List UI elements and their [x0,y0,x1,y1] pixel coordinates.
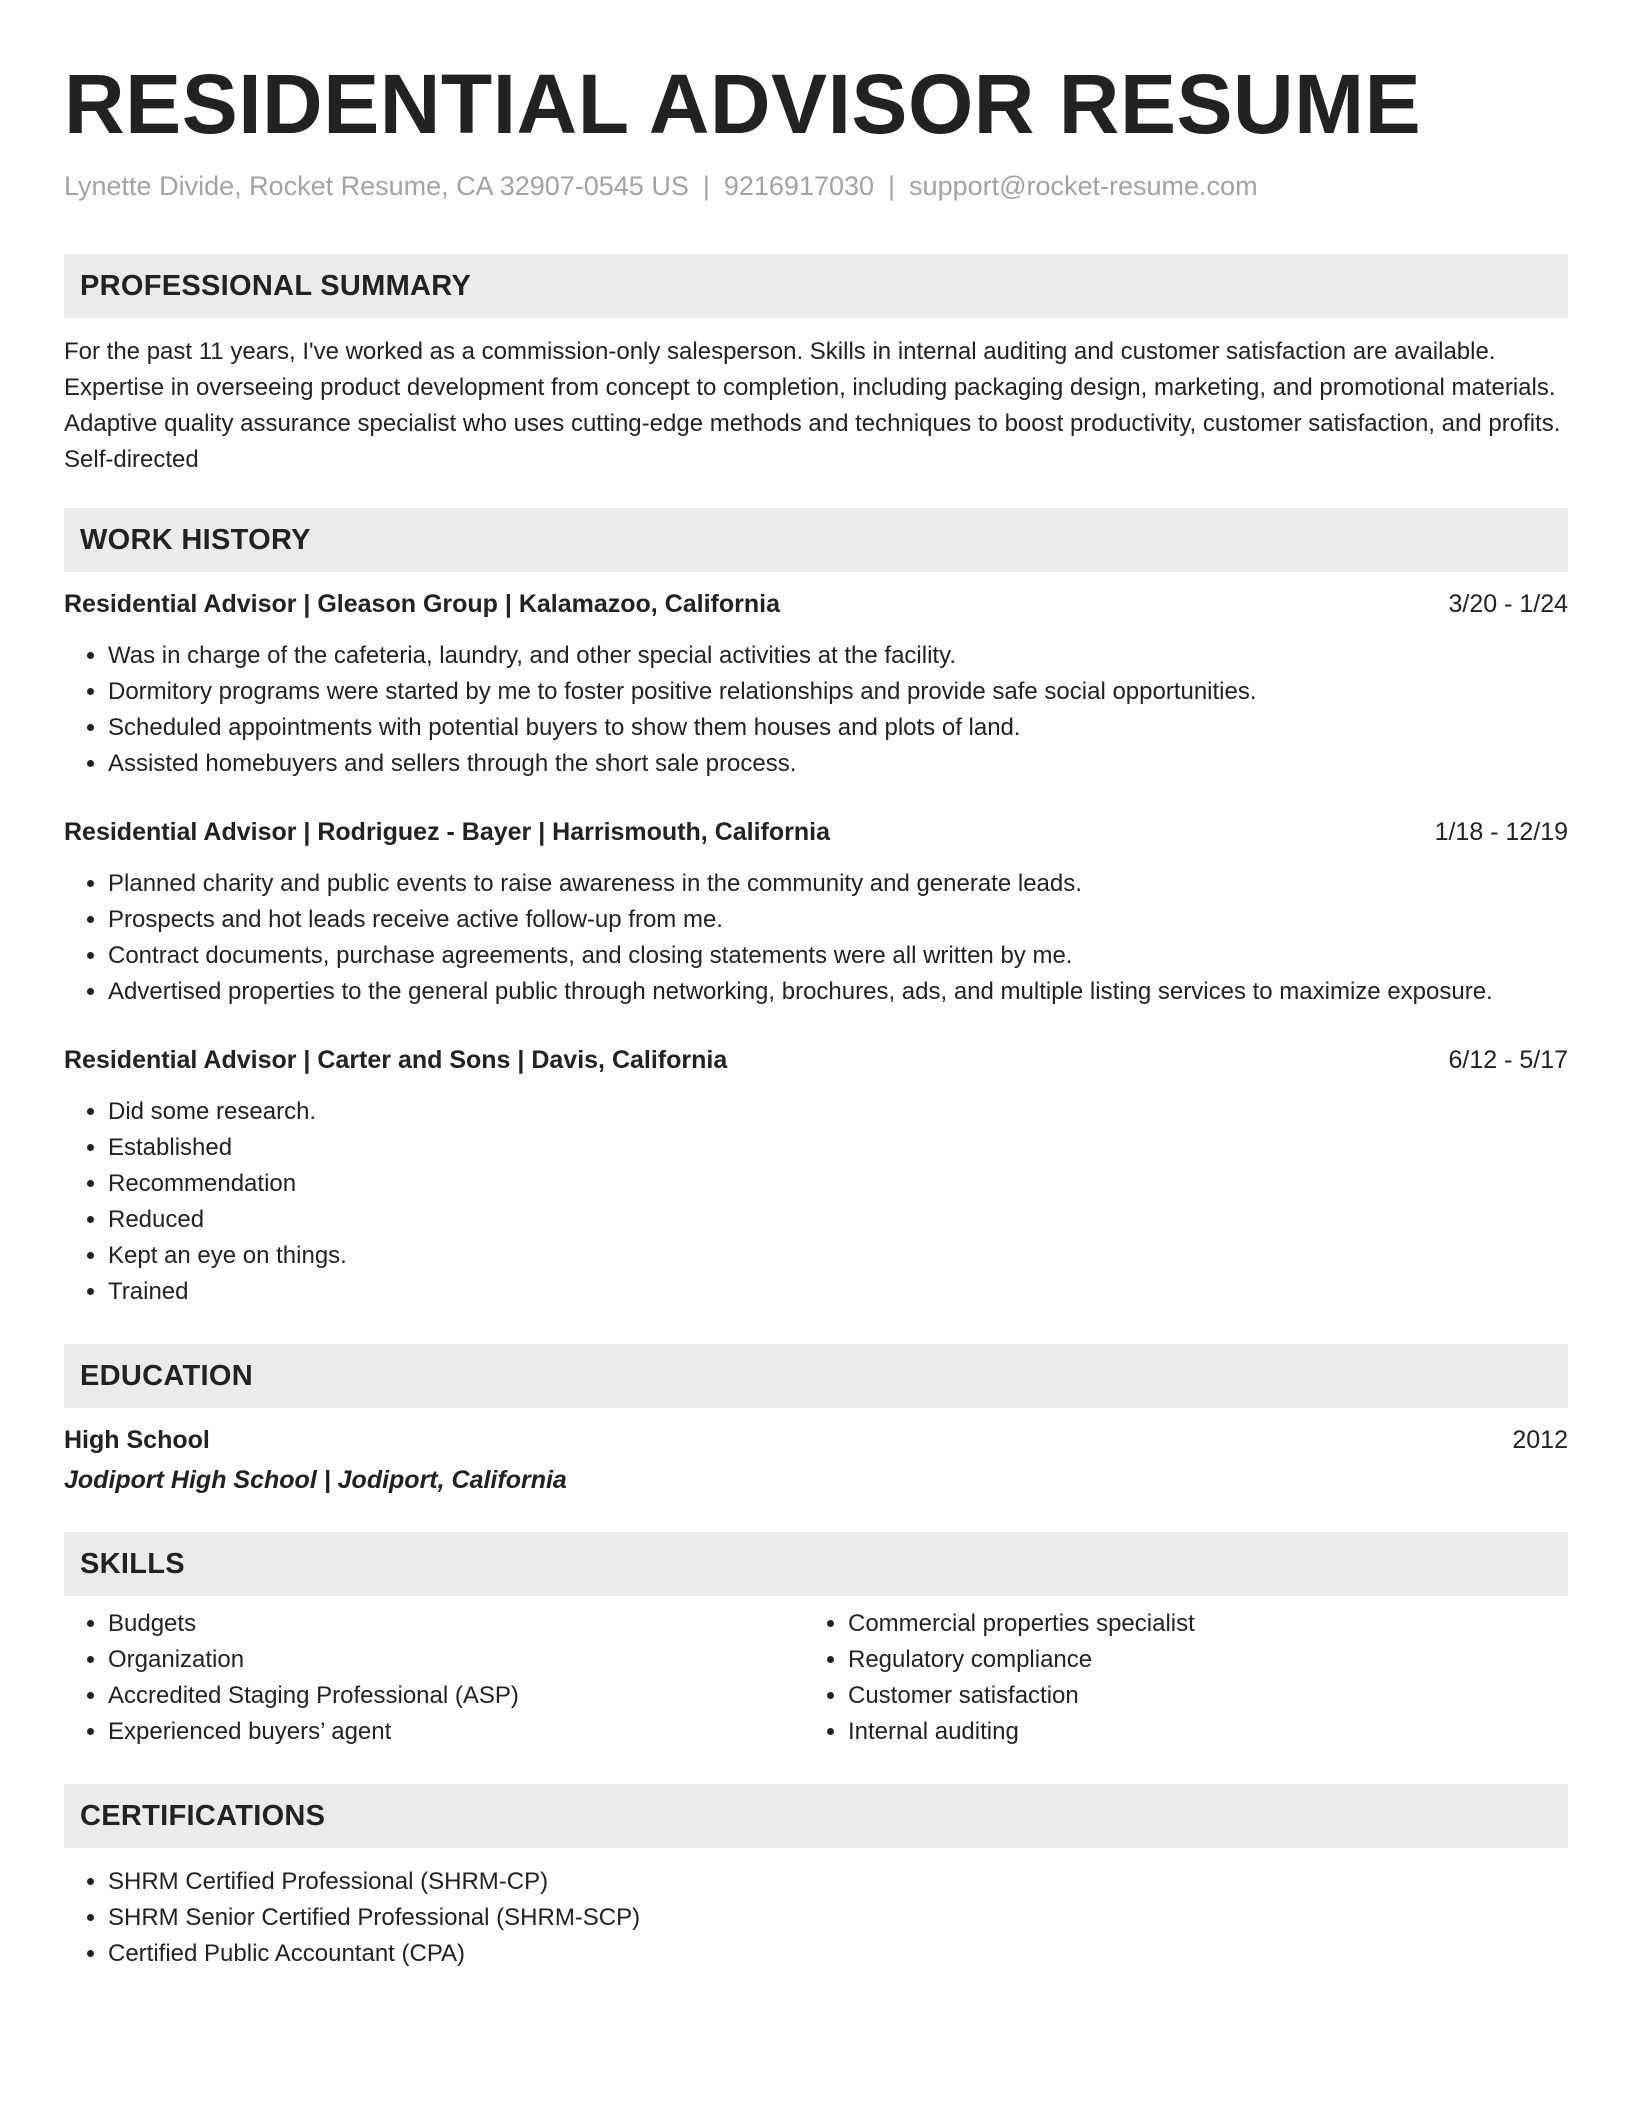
skills-grid [64,1606,1568,1750]
job-dates: 1/18 - 12/19 [1434,818,1568,846]
section-header-summary: PROFESSIONAL SUMMARY [64,254,1568,318]
section-header-education: EDUCATION [64,1344,1568,1408]
job-header [64,1042,1568,1078]
skill-item: • Accredited Staging Professional (ASP) [108,1678,804,1714]
job-bullet: • Prospects and hot leads receive active follow-up from me. [108,902,1568,938]
job-bullet: • Kept an eye on things. [108,1238,1568,1274]
skill-item: • Budgets [108,1606,804,1642]
job-header [64,814,1568,850]
education-header [64,1422,1568,1458]
section-header-work-history: WORK HISTORY [64,508,1568,572]
skills-list [64,1606,804,1750]
job-bullet: • Assisted homebuyers and sellers through the short sale process. [108,746,1568,782]
contact-separator: | [888,171,896,201]
skills-column-right [804,1606,1544,1750]
job-title: Residential Advisor | Gleason Group | Kalamazoo, California [64,590,780,618]
job-title: Residential Advisor | Rodriguez - Bayer | Harrismouth, California [64,818,830,846]
summary-text: For the past 11 years, I've worked as a commission-only salesperson. Skills in internal auditing and customer satisfaction are available. Expertise in overseeing product development from concept to completion, including packaging design, marketing, and promotional materials. Adaptive quality assurance specialist who uses cutting-edge methods and techniques to boost productivity, customer satisfaction, and profits. Self-directed [64,338,1561,473]
skill-item: • Experienced buyers’ agent [108,1714,804,1750]
job-bullet: • Dormitory programs were started by me to foster positive relationships and provide safe social opportunities. [108,674,1568,710]
education-year: 2012 [1512,1426,1568,1454]
skill-item: • Customer satisfaction [848,1678,1544,1714]
skill-item: • Organization [108,1642,804,1678]
job-bullets [64,866,1568,1010]
resume-title: RESIDENTIAL ADVISOR RESUME [64,57,1422,151]
job-bullet: • Scheduled appointments with potential buyers to show them houses and plots of land. [108,710,1568,746]
certification-item: • SHRM Certified Professional (SHRM-CP) [108,1864,1568,1900]
section-header-certifications: CERTIFICATIONS [64,1784,1568,1848]
job-header [64,586,1568,622]
skills-list [804,1606,1544,1750]
contact-line [64,168,1568,204]
job-bullet: • Contract documents, purchase agreements, and closing statements were all written by me. [108,938,1568,974]
job-bullet: • Reduced [108,1202,1568,1238]
job-entry [64,814,1568,1010]
job-entry [64,586,1568,782]
job-bullet: • Advertised properties to the general public through networking, brochures, ads, and multiple listing services to maximize exposure. [108,974,1568,1010]
job-dates: 6/12 - 5/17 [1448,1046,1568,1074]
job-bullets [64,1094,1568,1310]
education-degree: High School [64,1426,210,1454]
section-header-skills: SKILLS [64,1532,1568,1596]
job-title: Residential Advisor | Carter and Sons | Davis, California [64,1046,728,1074]
contact-separator: | [702,171,710,201]
skills-column-left [64,1606,804,1750]
skill-item: • Internal auditing [848,1714,1544,1750]
job-entry [64,1042,1568,1310]
job-bullet: • Established [108,1130,1568,1166]
contact-phone: 9216917030 [723,171,875,201]
job-dates: 3/20 - 1/24 [1448,590,1568,618]
contact-email: support@rocket-resume.com [909,171,1258,201]
job-bullet: • Recommendation [108,1166,1568,1202]
contact-address: Lynette Divide, Rocket Resume, CA 32907-0545 US [64,171,689,201]
job-bullet: • Trained [108,1274,1568,1310]
skill-item: • Commercial properties specialist [848,1606,1544,1642]
job-bullet: • Planned charity and public events to raise awareness in the community and generate leads. [108,866,1568,902]
certifications-list [64,1864,1568,1972]
certification-item: • SHRM Senior Certified Professional (SHRM-SCP) [108,1900,1568,1936]
education-school: Jodiport High School | Jodiport, California [64,1466,567,1494]
job-bullet: • Did some research. [108,1094,1568,1130]
job-bullets [64,638,1568,782]
skill-item: • Regulatory compliance [848,1642,1544,1678]
certification-item: • Certified Public Accountant (CPA) [108,1936,1568,1972]
job-bullet: • Was in charge of the cafeteria, laundry, and other special activities at the facility. [108,638,1568,674]
